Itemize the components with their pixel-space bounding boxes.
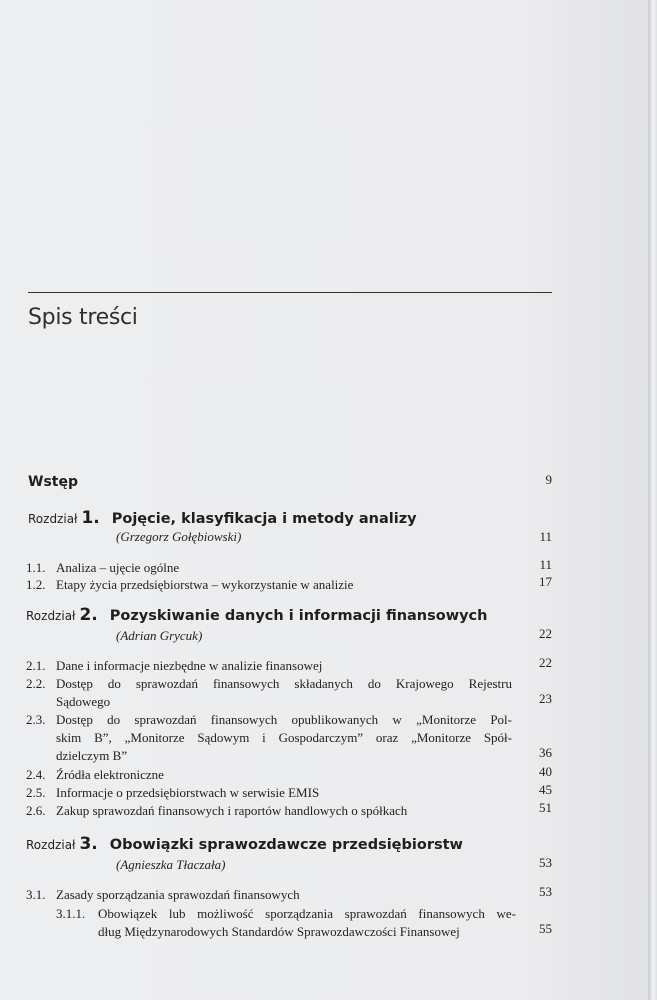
section-page: 36 (539, 745, 552, 760)
chapter-title: Pozyskiwanie danych i informacji finansowych (109, 608, 488, 624)
section-title-line: Sądowego (56, 694, 111, 709)
section-number: 2.2. (26, 676, 46, 691)
section-title: Informacje o przedsiębiorstwach w serwisie EMIS (56, 785, 320, 800)
chapter-title: Pojęcie, klasyfikacja i metody analizy (111, 511, 417, 527)
section-number: 1.1. (26, 560, 46, 575)
section-number: 2.1. (26, 658, 46, 673)
chapter-page: 22 (539, 626, 552, 641)
section-number: 3.1. (26, 887, 46, 902)
section-title: Dane i informacje niezbędne w analizie finansowej (56, 658, 323, 673)
section-number: 2.6. (26, 803, 46, 818)
chapter-3-heading (26, 834, 463, 854)
section-number: 2.3. (26, 712, 46, 727)
section-page: 51 (539, 800, 552, 815)
section-title: Zakup sprawozdań finansowych i raportów handlowych o spółkach (56, 803, 408, 818)
chapter-number: 1. (81, 508, 100, 528)
section-page: 53 (539, 884, 552, 899)
section-number: 2.5. (26, 785, 46, 800)
chapter-word: Rozdział (28, 512, 78, 526)
section-title: Zasady sporządzania sprawozdań finansowych (56, 887, 300, 902)
section-title-line: dzielczym B” (56, 748, 128, 763)
subsection-number: 3.1.1. (56, 906, 86, 921)
intro-label: Wstęp (28, 474, 78, 490)
section-title-line: skim B”, „Monitorze Sądowym i Gospodarczym” oraz „Monitorze Spół- (56, 730, 512, 745)
section-page: 40 (539, 764, 552, 779)
section-title-line: Dostęp do sprawozdań finansowych opublikowanych w „Monitorze Pol- (56, 712, 512, 727)
chapter-1-heading (28, 508, 417, 528)
chapter-2-heading (26, 605, 487, 625)
chapter-word: Rozdział (26, 609, 76, 623)
section-number: 2.4. (26, 767, 46, 782)
page-title: Spis treści (28, 305, 138, 330)
section-title-line: Obowiązek lub możliwość sporządzania sprawozdań finansowych we- (98, 906, 516, 921)
title-rule (28, 292, 552, 293)
section-page: 11 (539, 557, 552, 572)
chapter-number: 3. (79, 834, 98, 854)
section-page: 17 (539, 574, 552, 589)
section-title: Analiza – ujęcie ogólne (56, 560, 180, 575)
chapter-word: Rozdział (26, 838, 76, 852)
page-edge (648, 0, 657, 1000)
intro-page: 9 (545, 472, 552, 487)
chapter-page: 11 (539, 529, 552, 544)
section-number: 1.2. (26, 577, 46, 592)
section-page: 45 (539, 782, 552, 797)
section-title-line: dług Międzynarodowych Standardów Sprawozdawczości Finansowej (98, 924, 460, 939)
chapter-author: (Grzegorz Gołębiowski) (116, 529, 242, 544)
section-title-line: Dostęp do sprawozdań finansowych składanych do Krajowego Rejestru (56, 676, 512, 691)
chapter-number: 2. (79, 605, 98, 625)
chapter-author: (Adrian Grycuk) (116, 628, 203, 643)
chapter-page: 53 (539, 855, 552, 870)
chapter-author: (Agnieszka Tłaczała) (116, 857, 226, 872)
section-page: 23 (539, 691, 552, 706)
section-title: Etapy życia przedsiębiorstwa – wykorzystanie w analizie (56, 577, 354, 592)
chapter-title: Obowiązki sprawozdawcze przedsiębiorstw (109, 837, 463, 853)
section-title: Źródła elektroniczne (56, 767, 164, 782)
section-page: 55 (539, 921, 552, 936)
section-page: 22 (539, 655, 552, 670)
